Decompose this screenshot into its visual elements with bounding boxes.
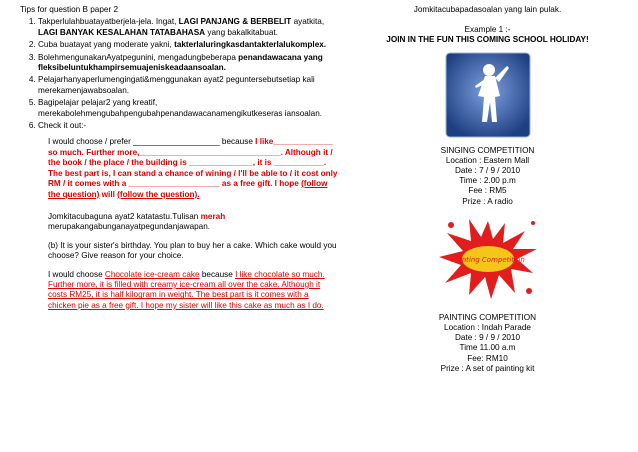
answer-text: because [199,269,236,279]
tip-4 [38,75,338,96]
singer-silhouette-icon [445,52,531,138]
template-red: . The best part is, I can stand a chance of wining / I'll be able to / it cost only RM / it comes with a [48,158,338,189]
painting-logo-text: Painting Competition [450,255,525,264]
painting-details [350,313,625,374]
painting-prize: Prize : A set of painting kit [440,363,535,373]
answer-reason: I like chocolate so much. Further more, it is filled with creamy ice-cream all over the cake. Although it costs RM25, it is half kilogram in weight. The best part is it comes with a chicken pie as a free gift. I hope my sister will like this cake as much as I do. [48,269,325,310]
paint-splash-logo-icon [433,213,543,303]
template-blank: ___________________ [133,137,220,147]
singing-date: Date : 7 / 9 / 2010 [454,166,521,176]
template-blank: ___________ [273,158,324,168]
example-intro [20,212,338,233]
template-blank: ____________________ [128,179,220,189]
painting-location: Location : Indah Parade [444,323,531,333]
painting-date: Date : 9 / 9 / 2010 [454,333,521,343]
tip-bold: takterlaluringkasdantakterlalukomplex. [174,40,327,50]
answer-choice: Chocolate ice-cream cake [104,269,200,279]
singing-location: Location : Eastern Mall [445,155,530,165]
tip-text: Bagipelajar pelajar2 yang kreatif, merekabolehmengubahpengubahpenandawacanamengikutkeseras iansoalan. [38,98,323,118]
left-column [20,5,338,311]
example-label: Example 1 :- [464,25,511,35]
template-red: I like [255,137,274,147]
template-red: will [99,189,118,199]
tip-text: ayatkita, [291,17,325,27]
tip-2 [38,40,338,50]
template-text: I would choose / prefer [48,137,134,147]
singing-details [350,146,625,207]
right-header: Jomkitacubapadasoalan yang lain pulak. [413,5,562,14]
tip-text: yang bakalkitabuat. [205,27,278,37]
template-red: , it is [252,158,274,168]
template-underlined: (follow the question). [117,189,200,199]
singing-prize: Prize : A radio [462,196,513,206]
template-text: because [219,137,256,147]
template-red: . Although it / the book / the place / the building is [48,147,333,168]
sample-answer [20,270,338,312]
tip-bold: LAGI BANYAK KESALAHAN TATABAHASA [38,27,206,37]
painting-time: Time 11.00 a.m [459,343,516,353]
right-column [350,5,625,374]
answer-text: I would choose [48,269,105,279]
template-red: so much. Further more, [48,147,140,157]
template-underlined: (follow the question) [48,179,328,199]
template-blank: _______________________________ [139,147,281,157]
singing-fee: Fee : RM5 [468,186,507,196]
singing-time: Time : 2.00 p.m [459,176,516,186]
headline: JOIN IN THE FUN THIS COMING SCHOOL HOLIDAY! [386,35,589,45]
tip-text: BolehmengunakanAyatpegunini, mengadungbeberapa [38,52,239,62]
sentence-template [20,137,338,199]
tip-text: Cuba buatayat yang moderate yakni, [38,40,175,50]
painting-title: PAINTING COMPETITION [438,312,537,322]
template-blank: _____________ [273,137,333,147]
tip-text: Takperlulahbuatayatberjela-jela. Ingat, [38,17,179,27]
template-blank: ______________ [189,158,253,168]
tip-3 [38,53,338,74]
tip-6 [38,121,338,131]
tip-5 [38,98,338,119]
tip-bold: penandawacana yang fleksibeluntukhampirsemuajeniskeadaansoalan. [38,52,323,73]
tip-text: Check it out:- [38,121,87,131]
intro-red-word: merah [200,211,226,221]
tip-bold: LAGI PANJANG & BERBELIT [178,17,292,27]
painting-fee: Fee: RM10 [467,353,508,363]
tip-text: Pelajarhanyaperlumengingati&menggunakan ayat2 peguntersebutsetiap kali merekamenjawabsoalan. [38,75,315,95]
question-text: (b) It is your sister's birthday. You plan to buy her a cake. Which cake would you choose? Give reason for your choice. [48,240,337,261]
tip-1 [38,17,338,38]
intro-text: merupakangabunganayatpegundanjawapan. [48,222,211,232]
template-red: as a free gift. I hope [219,179,302,189]
singing-title: SINGING COMPETITION [440,145,535,155]
left-header: Tips for question B paper 2 [20,5,119,14]
tips-list [20,17,338,131]
intro-text: Jomkitacubaguna ayat2 katatastu.Tulisan [48,211,201,221]
